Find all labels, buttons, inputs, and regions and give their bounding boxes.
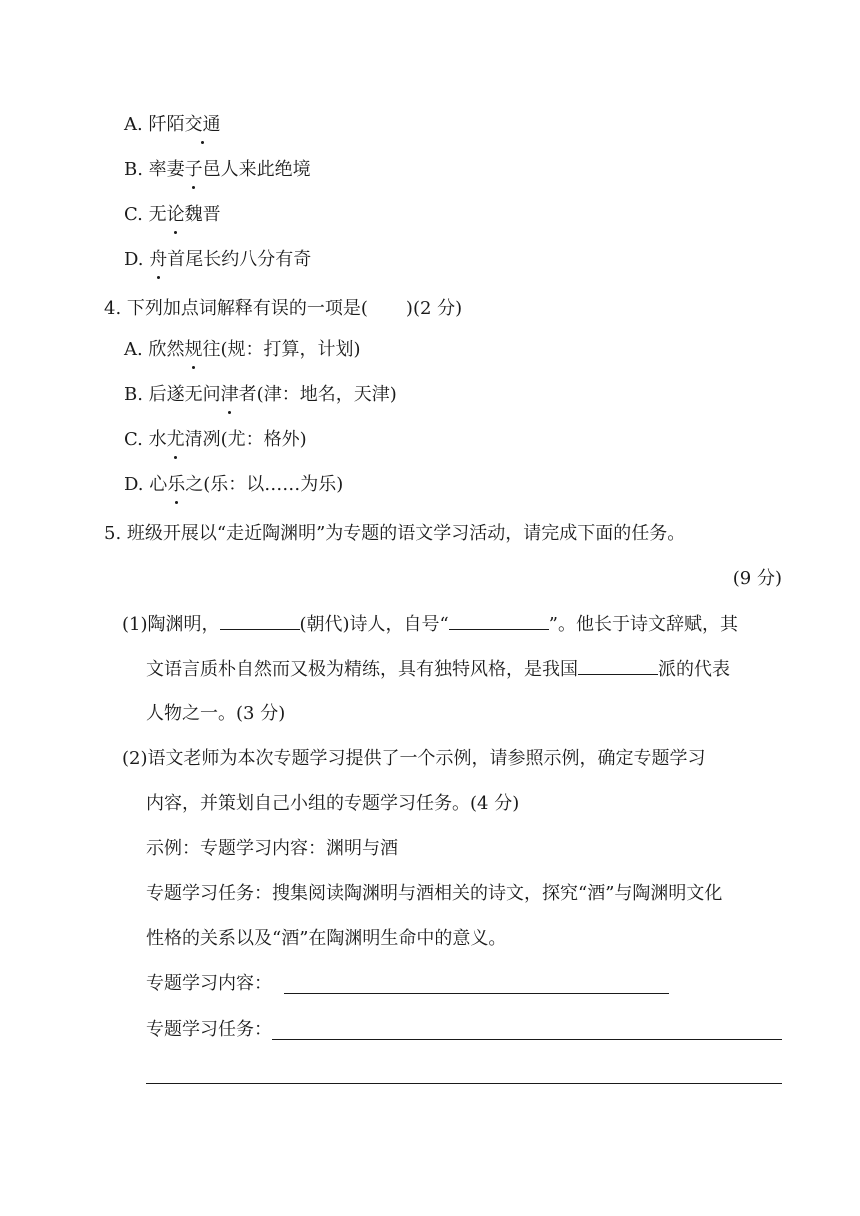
example-task-line1: 专题学习任务：搜集阅读陶渊明与酒相关的诗文，探究“酒”与陶渊明文化	[146, 883, 723, 904]
answer-label: 专题学习任务：	[146, 1019, 272, 1040]
q3-option-b	[124, 157, 311, 183]
dotted-word: 论	[167, 202, 185, 228]
dotted-word: 乐	[167, 472, 185, 498]
example-line: 示例：专题学习内容：渊明与酒	[146, 838, 398, 859]
option-text: B. 后遂无问	[124, 384, 221, 405]
question-text: 4. 下列加点词解释有误的一项是(	[104, 298, 368, 319]
part-text: (1)陶渊明，	[122, 614, 220, 635]
q5-part2-line1: (2)语文老师为本次专题学习提供了一个示例，请参照示例，确定专题学习	[122, 748, 706, 769]
pen-name-blank[interactable]	[449, 611, 549, 630]
q5-points: (9 分)	[732, 568, 782, 589]
option-text: 之(乐：以……为乐)	[185, 474, 344, 495]
option-text: D.	[124, 249, 150, 270]
content-answer-line[interactable]	[284, 993, 669, 994]
q5-part1-line3: 人物之一。(3 分)	[146, 703, 286, 724]
dotted-word: 舟	[149, 247, 167, 273]
part-text: 派的代表	[658, 659, 730, 680]
q5-part2-line2: 内容，并策划自己小组的专题学习任务。(4 分)	[146, 793, 520, 814]
dotted-word: 子	[185, 157, 203, 183]
q4-stem	[104, 296, 462, 322]
part-text: (朝代)诗人，自号“	[299, 614, 449, 635]
dotted-word: 规	[184, 337, 202, 363]
task-answer-line[interactable]	[272, 1039, 782, 1040]
task-answer-line-2[interactable]	[146, 1083, 782, 1084]
q4-option-c	[124, 427, 307, 453]
part-text: ”。他长于诗文辞赋，其	[548, 614, 738, 635]
option-text: 往(规：打算，计划)	[202, 339, 361, 360]
answer-label: 专题学习内容：	[146, 973, 272, 994]
option-text: A. 阡陌	[124, 114, 185, 135]
dotted-word: 交通	[184, 112, 220, 138]
option-text: 清冽(尤：格外)	[184, 429, 307, 450]
q3-option-a	[124, 112, 220, 138]
school-blank[interactable]	[578, 656, 658, 675]
task-answer-row	[146, 1017, 272, 1043]
option-text: 魏晋	[184, 204, 221, 225]
option-text: A. 欣然	[124, 339, 185, 360]
q3-option-c	[124, 202, 221, 228]
example-task-line2: 性格的关系以及“酒”在陶渊明生命中的意义。	[146, 928, 507, 949]
q5-part1-line2	[146, 656, 730, 683]
option-text: B. 率妻	[124, 159, 185, 180]
option-text: 首尾长约八分有奇	[167, 249, 312, 270]
dotted-word: 尤	[167, 427, 185, 453]
option-text: D. 心	[124, 474, 168, 495]
question-points: )(2 分)	[405, 298, 463, 319]
option-text: C. 水	[124, 429, 167, 450]
option-text: C. 无	[124, 204, 167, 225]
q4-option-a	[124, 337, 361, 363]
dynasty-blank[interactable]	[220, 611, 300, 630]
option-text: 者(津：地名，天津)	[238, 384, 397, 405]
q5-part1-line1	[122, 611, 738, 638]
option-text: 邑人来此绝境	[202, 159, 311, 180]
part-text: 文语言质朴自然而又极为精练，具有独特风格，是我国	[146, 659, 578, 680]
q4-option-b	[124, 382, 397, 408]
dotted-word: 津	[221, 382, 239, 408]
q3-option-d	[124, 247, 311, 273]
content-answer-row	[146, 971, 272, 997]
q4-option-d	[124, 472, 343, 498]
q5-stem: 5. 班级开展以“走近陶渊明”为专题的语文学习活动，请完成下面的任务。	[104, 523, 686, 544]
